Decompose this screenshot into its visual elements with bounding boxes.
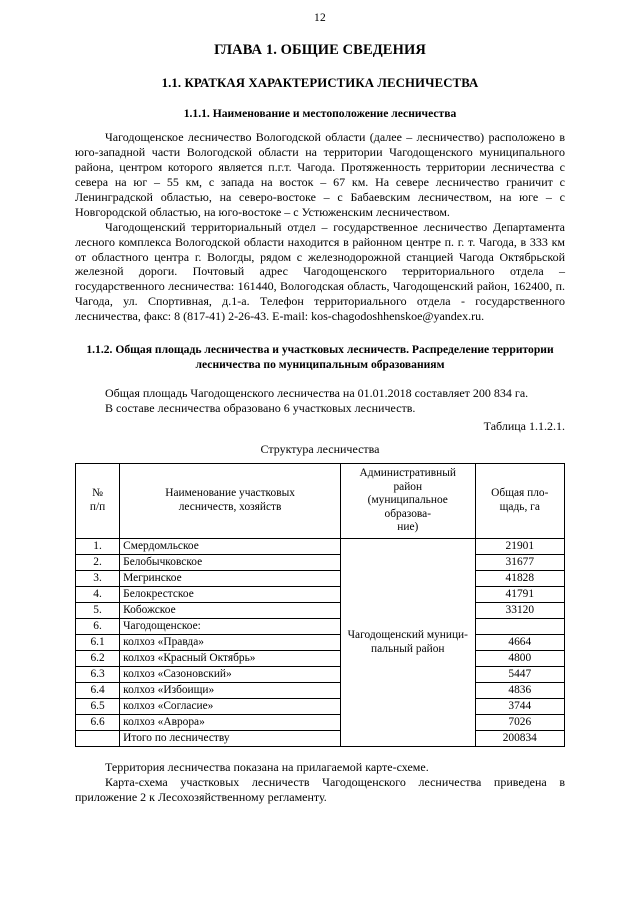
- cell-row-number: 6.6: [76, 715, 120, 731]
- cell-forestry-name: Белокрестское: [120, 587, 341, 603]
- cell-forestry-name: Смердомльское: [120, 539, 341, 555]
- cell-area-value: 31677: [475, 555, 564, 571]
- cell-forestry-name: Чагодощенское:: [120, 619, 341, 635]
- district-value-line1: Чагодощенский муници-: [347, 629, 468, 642]
- column-header-number: [76, 464, 120, 539]
- cell-area-value: 200834: [475, 731, 564, 747]
- cell-row-number: 6.5: [76, 699, 120, 715]
- table-row: [76, 635, 565, 651]
- table-body: [76, 539, 565, 747]
- paragraph-territorial-office: Чагодощенский территориальный отдел – государственное лесничество Департамента лесного комплекса Вологодской области находится в районном центре п. г. т. Чагода, в 333 км от областного центра г. Вологды, рядом с железнодорожной станцией Чагода Октябрьской железной дороги. Почтовый адрес Чагодощенского территориального отдела – государственного лесничества: 161440, Вологодская область, Чагодощенский район, 162400, п. Чагода, ул. Спортивная, д.1-а. Телефон территориального отдела - государственного лесничества, факс: 8 (817-41) 2-26-43. E-mail: kos-chagodoshhenskoe@yandex.ru.: [75, 219, 565, 324]
- table-row: [76, 715, 565, 731]
- paragraph-map-note: Территория лесничества показана на прилагаемой карте-схеме.: [105, 760, 429, 775]
- column-header-area-line1: Общая пло-: [491, 487, 549, 500]
- column-header-area-line2: щадь, га: [499, 500, 540, 513]
- cell-row-number: [76, 731, 120, 747]
- table-row: [76, 619, 565, 635]
- table-row: [76, 539, 565, 555]
- subsection-title-1-1-1: 1.1.1. Наименование и местоположение лесничества: [183, 107, 457, 120]
- cell-area-value: 7026: [475, 715, 564, 731]
- table-number-caption: Таблица 1.1.2.1.: [483, 419, 565, 434]
- table-title: Структура лесничества: [260, 442, 380, 457]
- cell-row-number: 6.3: [76, 667, 120, 683]
- cell-administrative-district: [340, 539, 475, 747]
- cell-forestry-name: Кобожское: [120, 603, 341, 619]
- cell-row-number: 3.: [76, 571, 120, 587]
- column-header-district-line3: ние): [397, 521, 419, 533]
- cell-forestry-name: Итого по лесничеству: [120, 731, 341, 747]
- cell-area-value: 4836: [475, 683, 564, 699]
- cell-forestry-name: колхоз «Красный Октябрь»: [120, 651, 341, 667]
- cell-forestry-name: колхоз «Сазоновский»: [120, 667, 341, 683]
- column-header-area: [475, 464, 564, 539]
- table-row: [76, 667, 565, 683]
- section-title: 1.1. КРАТКАЯ ХАРАКТЕРИСТИКА ЛЕСНИЧЕСТВА: [161, 76, 479, 90]
- forestry-structure-table: [75, 463, 565, 747]
- column-header-number-line2: п/п: [89, 500, 106, 513]
- cell-forestry-name: Белобычковское: [120, 555, 341, 571]
- table-row: [76, 555, 565, 571]
- table-row: [76, 587, 565, 603]
- cell-area-value: [475, 619, 564, 635]
- cell-area-value: 33120: [475, 603, 564, 619]
- column-header-number-line1: №: [92, 487, 104, 500]
- cell-area-value: 21901: [475, 539, 564, 555]
- cell-row-number: 5.: [76, 603, 120, 619]
- cell-row-number: 2.: [76, 555, 120, 571]
- cell-forestry-name: колхоз «Аврора»: [120, 715, 341, 731]
- district-value-line2: пальный район: [371, 642, 445, 655]
- page-number: 12: [314, 12, 326, 24]
- column-header-name: [120, 464, 341, 539]
- table-row: [76, 603, 565, 619]
- cell-row-number: 6.1: [76, 635, 120, 651]
- column-header-name-line2: лесничеств, хозяйств: [178, 500, 282, 513]
- chapter-title: ГЛАВА 1. ОБЩИЕ СВЕДЕНИЯ: [214, 42, 426, 58]
- table-row: [76, 699, 565, 715]
- cell-area-value: 3744: [475, 699, 564, 715]
- table-row: [76, 731, 565, 747]
- cell-row-number: 6.4: [76, 683, 120, 699]
- cell-area-value: 4664: [475, 635, 564, 651]
- cell-row-number: 4.: [76, 587, 120, 603]
- paragraph-map-appendix: Карта-схема участковых лесничеств Чагодощенского лесничества приведена в приложение 2 к Лесохозяйственному регламенту.: [75, 775, 565, 805]
- cell-area-value: 41828: [475, 571, 564, 587]
- table-row: [76, 651, 565, 667]
- cell-row-number: 1.: [76, 539, 120, 555]
- column-header-district-line1: Административный район: [359, 467, 456, 493]
- cell-forestry-name: Мегринское: [120, 571, 341, 587]
- paragraph-districts-count: В составе лесничества образовано 6 участковых лесничеств.: [105, 401, 416, 416]
- table-header-row: [76, 464, 565, 539]
- column-header-district: [340, 464, 475, 539]
- column-header-name-line1: Наименование участковых: [165, 487, 295, 500]
- cell-forestry-name: колхоз «Правда»: [120, 635, 341, 651]
- table-row: [76, 571, 565, 587]
- cell-area-value: 4800: [475, 651, 564, 667]
- cell-forestry-name: колхоз «Согласие»: [120, 699, 341, 715]
- cell-forestry-name: колхоз «Избоищи»: [120, 683, 341, 699]
- column-header-district-line2: (муниципальное образова-: [367, 494, 448, 520]
- cell-row-number: 6.2: [76, 651, 120, 667]
- cell-area-value: 5447: [475, 667, 564, 683]
- cell-row-number: 6.: [76, 619, 120, 635]
- subsection-title-1-1-2: 1.1.2. Общая площадь лесничества и участковых лесничеств. Распределение территории лесничества по муниципальным образованиям: [86, 343, 554, 372]
- table-row: [76, 683, 565, 699]
- paragraph-location: Чагодощенское лесничество Вологодской области (далее – лесничество) расположено в юго-западной части Вологодской области на территории Чагодощенского муниципального района, центром которого является п.г.т. Чагода. Протяженность территории лесничества с севера на юг – 55 км, с запада на восток – 67 км. На севере лесничество граничит с Ленинградской областью, на северо-востоке – с Бабаевским лесничеством, на юге – с Новгородской областью, на юго-востоке – с Устюженским лесничеством.: [75, 130, 565, 219]
- table-header: [76, 464, 565, 539]
- cell-area-value: 41791: [475, 587, 564, 603]
- paragraph-total-area: Общая площадь Чагодощенского лесничества на 01.01.2018 составляет 200 834 га.: [105, 386, 529, 401]
